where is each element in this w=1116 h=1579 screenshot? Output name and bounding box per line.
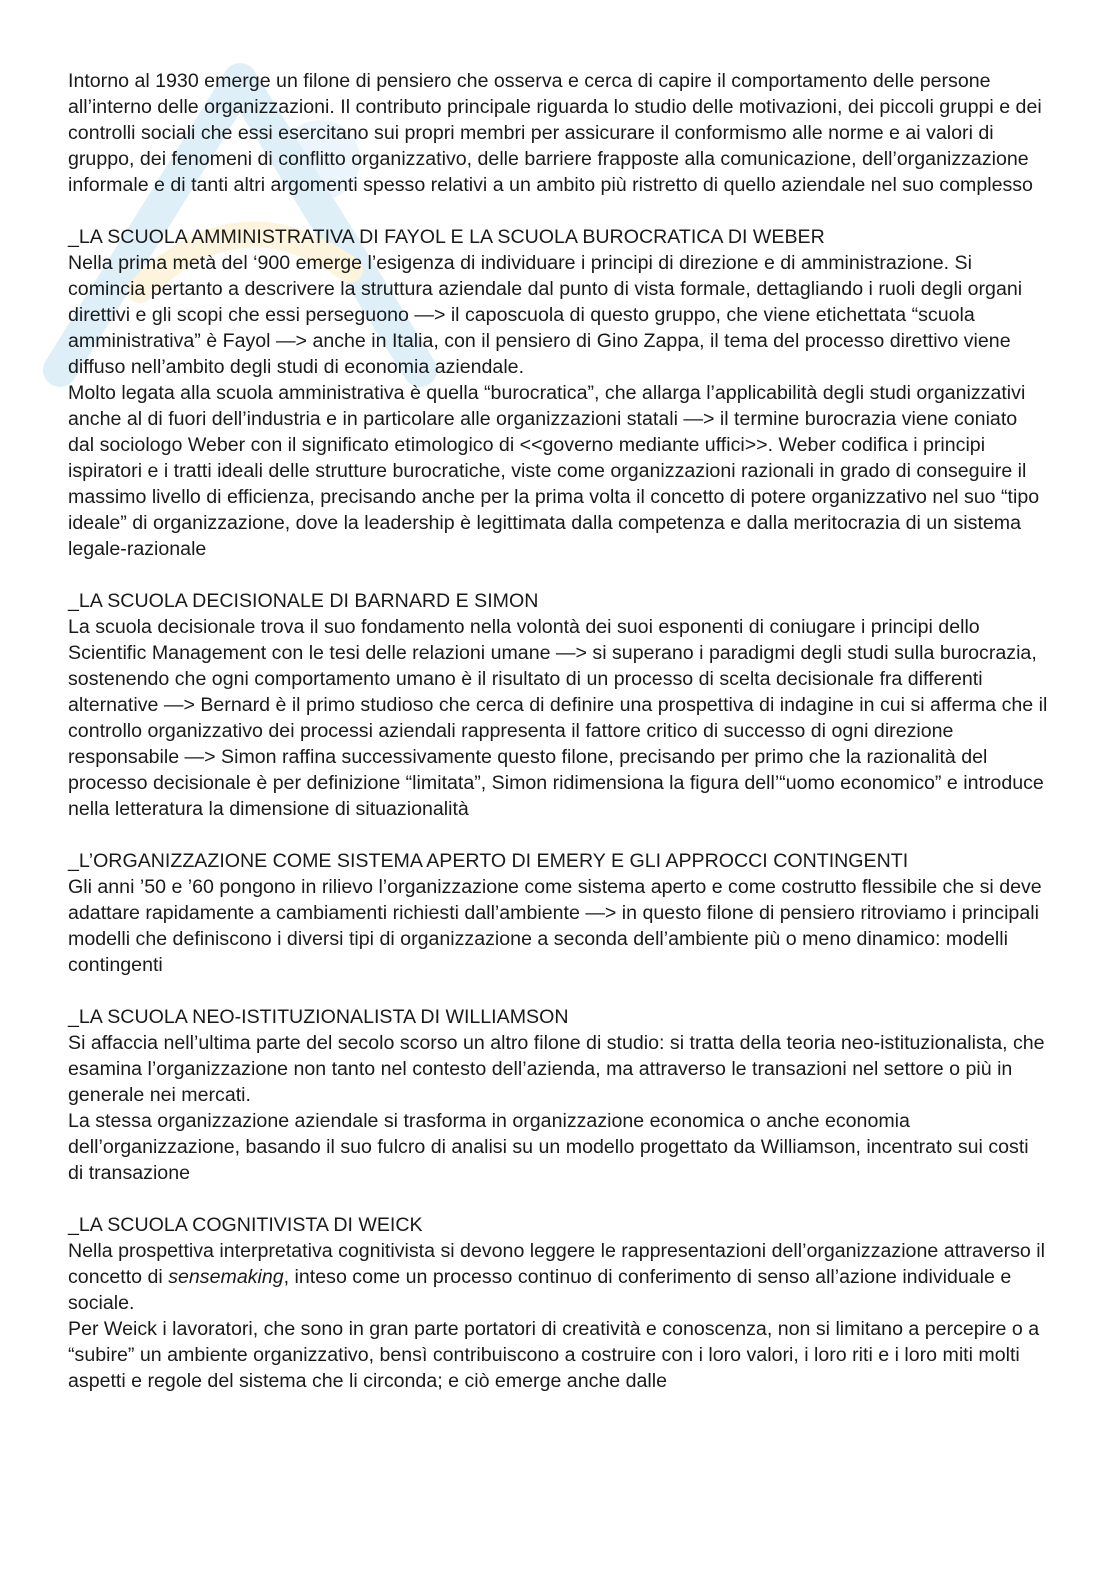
paragraph-fayol: Nella prima metà del ‘900 emerge l’esigenza di individuare i principi di direzione e di amministrazione. Si comincia pertanto a descrivere la struttura aziendale dal punto di vista formale, dettagliando i ruoli degli organi direttivi e gli scopi che essi perseguono —> il caposcuola di questo gruppo, che viene etichettata “scuola amministrativa” è Fayol —> anche in Italia, con il pensiero di Gino Zappa, il tema del processo direttivo viene diffuso nell’ambito degli studi di economia aziendale. — [68, 252, 1023, 378]
section-heading-barnard-simon: _LA SCUOLA DECISIONALE DI BARNARD E SIMON — [68, 590, 539, 612]
paragraph-williamson-2: La stessa organizzazione aziendale si trasforma in organizzazione economica o anche economia dell’organizzazione, basando il suo fulcro di analisi su un modello progettato da Williamson, incentrato sui costi di transazione — [68, 1110, 1029, 1184]
paragraph-weber: Molto legata alla scuola amministrativa è quella “burocratica”, che allarga l’applicabilità degli studi organizzativi anche al di fuori dell’industria e in particolare alle organizzazioni statali —> il termine burocrazia viene coniato dal sociologo Weber con il significato etimologico di <<governo mediante uffici>>. Weber codifica i principi ispiratori e i tratti ideali delle strutture burocratiche, viste come organizzazioni razionali in grado di conseguire il massimo livello di efficienza, precisando anche per la prima volta il concetto di potere organizzativo nel suo “tipo ideale” di organizzazione, dove la leadership è legittimata dalla competenza e dalla meritocrazia di un sistema legale-razionale — [68, 382, 1040, 560]
paragraph-emery: Gli anni ’50 e ’60 pongono in rilievo l’organizzazione come sistema aperto e come costrutto flessibile che si deve adattare rapidamente a cambiamenti richiesti dall’ambiente —> in questo filone di pensiero ritroviamo i principali modelli che definiscono i diversi tipi di organizzazione a seconda dell’ambiente più o meno dinamico: modelli contingenti — [68, 876, 1042, 976]
paragraph-williamson-1: Si affaccia nell’ultima parte del secolo scorso un altro filone di studio: si tratta della teoria neo-istituzionalista, che esamina l’organizzazione non tanto nel contesto dell’azienda, ma attraverso le transazioni nel settore o più in generale nei mercati. — [68, 1032, 1045, 1106]
section-heading-fayol-weber: _LA SCUOLA AMMINISTRATIVA DI FAYOL E LA SCUOLA BUROCRATICA DI WEBER — [68, 226, 825, 248]
paragraph-barnard-simon: La scuola decisionale trova il suo fondamento nella volontà dei suoi esponenti di coniugare i principi dello Scientific Management con le tesi delle relazioni umane —> si superano i paradigmi degli studi sulla burocrazia, sostenendo che ogni comportamento umano è il risultato di un processo di scelta decisionale fra differenti alternative —> Bernard è il primo studioso che cerca di definire una prospettiva di indagine in cui si afferma che il controllo organizzativo dei processi aziendali rappresenta il fattore critico di successo di ogni direzione responsabile —> Simon raffina successivamente questo filone, precisando per primo che la razionalità del processo decisionale è per definizione “limitata”, Simon ridimensiona la figura dell’“uomo economico” e introduce nella letteratura la dimensione di situazionalità — [68, 616, 1048, 820]
document-body — [68, 68, 1048, 1394]
sensemaking-term: sensemaking — [168, 1266, 284, 1288]
intro-paragraph: Intorno al 1930 emerge un filone di pensiero che osserva e cerca di capire il comportamento delle persone all’interno delle organizzazioni. Il contributo principale riguarda lo studio delle motivazioni, dei piccoli gruppi e dei controlli sociali che essi esercitano sui propri membri per assicurare il conformismo alle norme e ai valori di gruppo, dei fenomeni di conflitto organizzativo, delle barriere frapposte alla comunicazione, dell’organizzazione informale e di tanti altri argomenti spesso relativi a un ambito più ristretto di quello aziendale nel suo complesso — [68, 70, 1042, 196]
section-heading-williamson: _LA SCUOLA NEO-ISTITUZIONALISTA DI WILLIAMSON — [68, 1006, 569, 1028]
weick-text-before: Nella prospettiva interpretativa cognitivista si devono leggere le rappresentazioni dell’organizzazione attraverso il concetto di — [68, 1240, 1045, 1288]
paragraph-weick-2: Per Weick i lavoratori, che sono in gran parte portatori di creatività e conoscenza, non si limitano a percepire o a “subire” un ambiente organizzativo, bensì contribuiscono a costruire con i loro valori, i loro riti e i loro miti molti aspetti e regole del sistema che li circonda; e ciò emerge anche dalle — [68, 1318, 1040, 1392]
paragraph-weick-1 — [68, 1238, 1048, 1316]
section-heading-weick: _LA SCUOLA COGNITIVISTA DI WEICK — [68, 1214, 423, 1236]
weick-text-after: , inteso come un processo continuo di conferimento di senso all’azione individuale e sociale. — [68, 1266, 1012, 1314]
section-heading-emery: _L’ORGANIZZAZIONE COME SISTEMA APERTO DI EMERY E GLI APPROCCI CONTINGENTI — [68, 850, 909, 872]
